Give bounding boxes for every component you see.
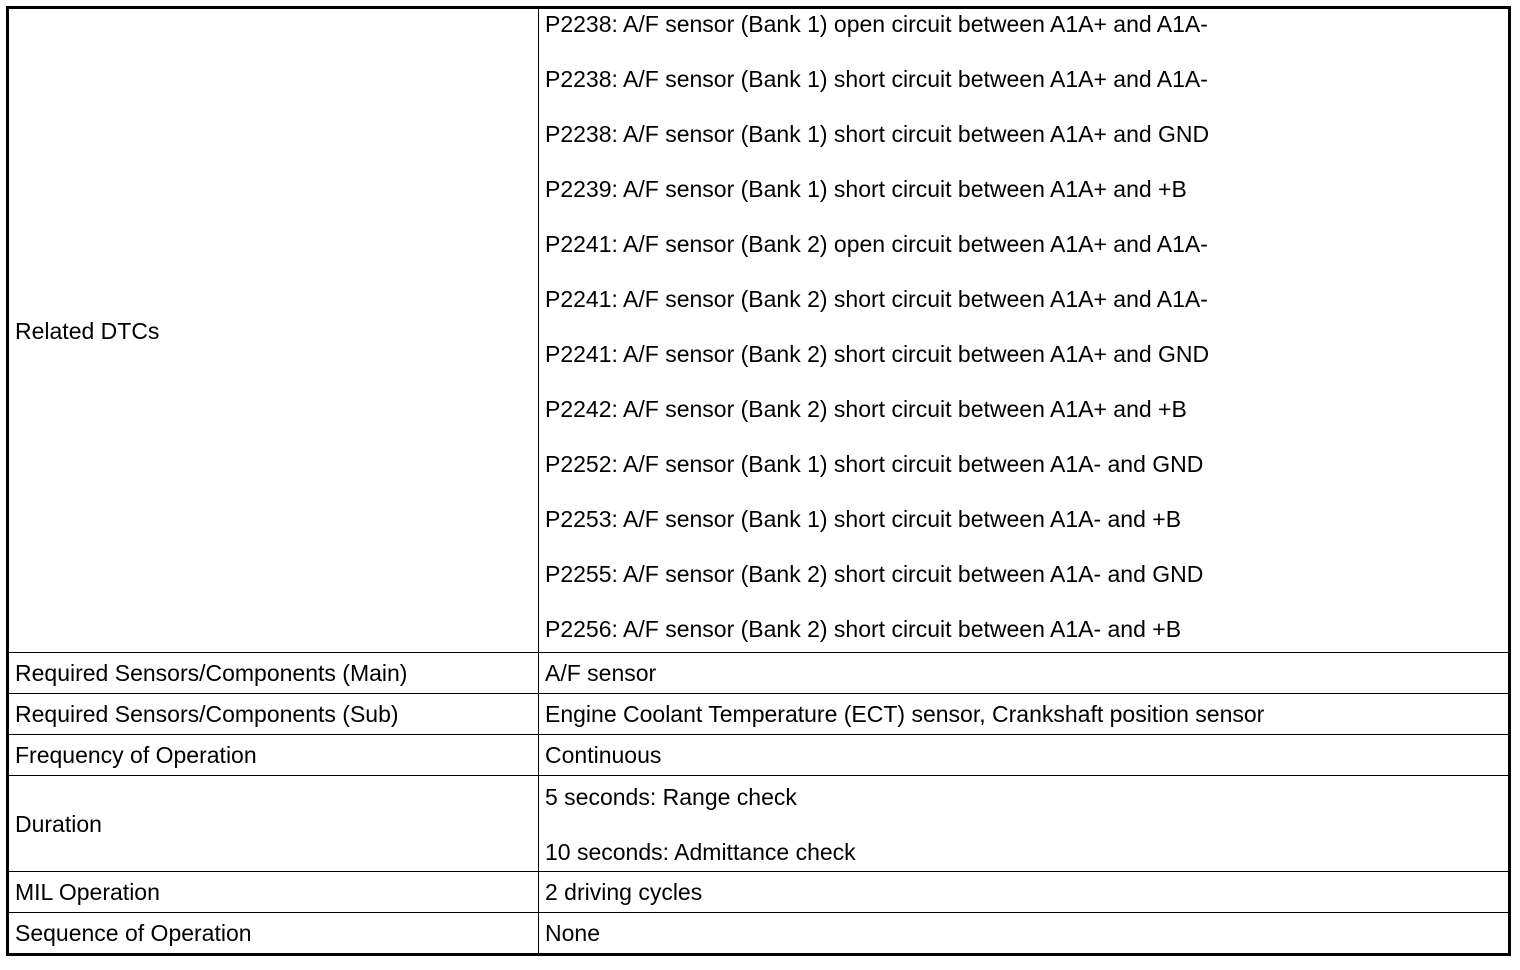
dtc-item: P2238: A/F sensor (Bank 1) short circuit between A1A+ and GND bbox=[545, 120, 1210, 147]
dtc-item: P2241: A/F sensor (Bank 2) open circuit between A1A+ and A1A- bbox=[545, 230, 1208, 257]
duration-cell bbox=[539, 776, 1510, 872]
frequency-label: Frequency of Operation bbox=[8, 735, 539, 776]
dtc-item: P2241: A/F sensor (Bank 2) short circuit between A1A+ and A1A- bbox=[545, 285, 1208, 312]
dtc-item: P2256: A/F sensor (Bank 2) short circuit between A1A- and +B bbox=[545, 615, 1182, 642]
related-dtcs-list bbox=[545, 12, 1508, 672]
dtc-item: P2252: A/F sensor (Bank 1) short circuit between A1A- and GND bbox=[545, 450, 1204, 477]
dtc-item: P2242: A/F sensor (Bank 2) short circuit between A1A+ and +B bbox=[545, 395, 1187, 422]
required-sub-label: Required Sensors/Components (Sub) bbox=[8, 694, 539, 735]
dtc-item: P2241: A/F sensor (Bank 2) short circuit between A1A+ and GND bbox=[545, 340, 1210, 367]
dtc-item: P2238: A/F sensor (Bank 1) open circuit between A1A+ and A1A- bbox=[545, 10, 1208, 37]
dtc-item: P2255: A/F sensor (Bank 2) short circuit between A1A- and GND bbox=[545, 560, 1204, 587]
required-main-label: Required Sensors/Components (Main) bbox=[8, 653, 539, 694]
table-row-related-dtcs bbox=[8, 8, 1510, 653]
dtc-item: P2239: A/F sensor (Bank 1) short circuit between A1A+ and +B bbox=[545, 175, 1187, 202]
table-row-sequence bbox=[8, 913, 1510, 955]
related-dtcs-cell bbox=[539, 8, 1510, 653]
related-dtcs-label: Related DTCs bbox=[8, 8, 539, 653]
mil-label: MIL Operation bbox=[8, 872, 539, 913]
duration-item: 10 seconds: Admittance check bbox=[545, 838, 856, 865]
required-main-value: A/F sensor bbox=[539, 653, 1510, 694]
sequence-label: Sequence of Operation bbox=[8, 913, 539, 955]
duration-label: Duration bbox=[8, 776, 539, 872]
frequency-value: Continuous bbox=[539, 735, 1510, 776]
table-row-duration bbox=[8, 776, 1510, 872]
sequence-value: None bbox=[539, 913, 1510, 955]
table-row-required-main bbox=[8, 653, 1510, 694]
dtc-item: P2238: A/F sensor (Bank 1) short circuit between A1A+ and A1A- bbox=[545, 65, 1208, 92]
table-row-frequency bbox=[8, 735, 1510, 776]
monitor-spec-table bbox=[6, 6, 1511, 956]
duration-item: 5 seconds: Range check bbox=[545, 783, 797, 810]
dtc-item: P2253: A/F sensor (Bank 1) short circuit between A1A- and +B bbox=[545, 505, 1182, 532]
table-row-mil bbox=[8, 872, 1510, 913]
required-sub-value: Engine Coolant Temperature (ECT) sensor, Crankshaft position sensor bbox=[539, 694, 1510, 735]
table-row-required-sub bbox=[8, 694, 1510, 735]
mil-value: 2 driving cycles bbox=[539, 872, 1510, 913]
